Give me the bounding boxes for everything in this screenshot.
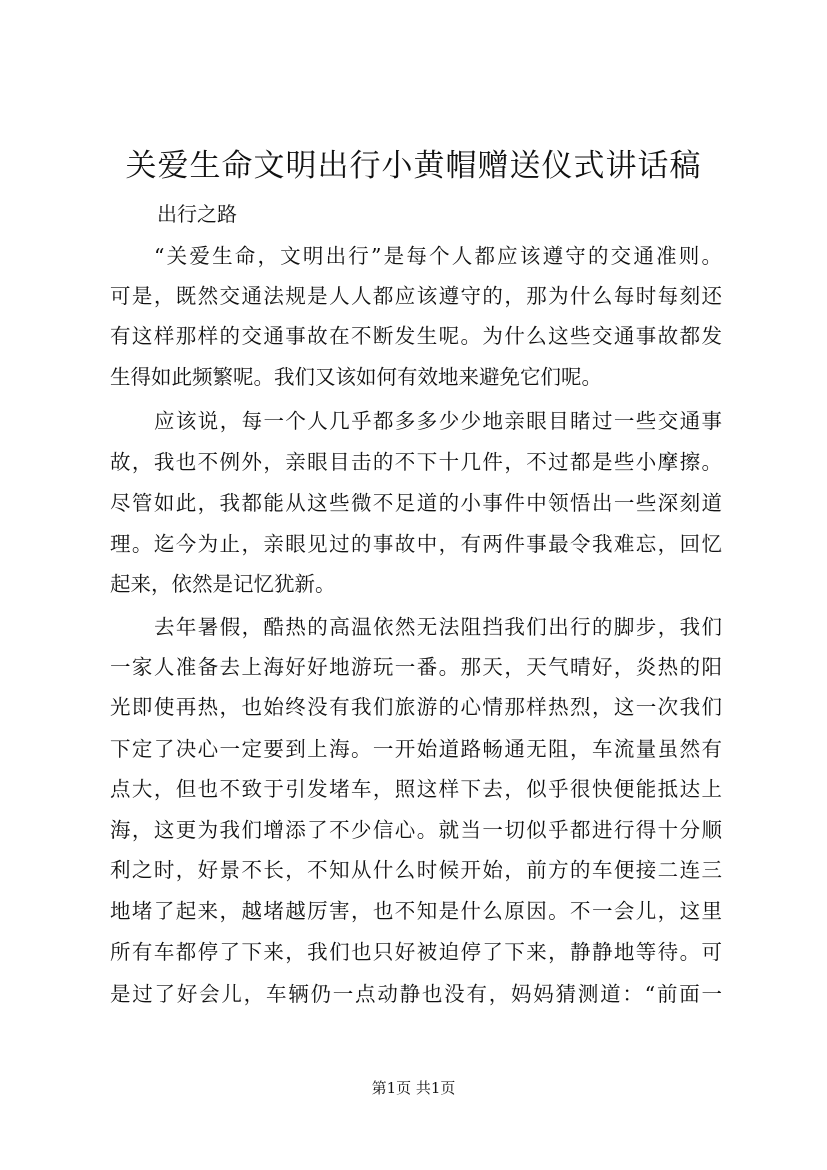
paragraph-line: 应该说，每一个人几乎都多多少少地亲眼目睹过一些交通事 — [154, 409, 722, 433]
page-number-footer: 第1页 共1页 — [371, 1079, 456, 1097]
paragraph-line: 利之时，好景不长，不知从什么时候开始，前方的车便接二连三 — [110, 858, 722, 882]
paragraph-line: 光即使再热，也始终没有我们旅游的心情那样热烈，这一次我们 — [110, 695, 722, 719]
paragraph-line: 下定了决心一定要到上海。一开始道路畅通无阻，车流量虽然有 — [110, 737, 722, 761]
paragraph-line: 尽管如此，我都能从这些微不足道的小事件中领悟出一些深刻道 — [110, 491, 722, 515]
document-title: 关爱生命文明出行小黄帽赠送仪式讲话稿 — [125, 148, 702, 184]
paragraph-line: 所有车都停了下来，我们也只好被迫停了下来，静静地等待。可 — [110, 940, 722, 964]
paragraph-line: 有这样那样的交通事故在不断发生呢。为什么这些交通事故都发 — [110, 324, 722, 348]
paragraph-line: 地堵了起来，越堵越厉害，也不知是什么原因。不一会儿，这里 — [110, 899, 722, 923]
paragraph-line: 去年暑假，酷热的高温依然无法阻挡我们出行的脚步，我们 — [154, 615, 722, 639]
paragraph-line: “关爱生命，文明出行”是每个人都应该遵守的交通准则。 — [154, 244, 722, 268]
paragraph-line: 生得如此频繁呢。我们又该如何有效地来避免它们呢。 — [110, 365, 602, 389]
paragraph-line: 一家人准备去上海好好地游玩一番。那天，天气晴好，炎热的阳 — [110, 655, 722, 679]
paragraph-line: 可是，既然交通法规是人人都应该遵守的，那为什么每时每刻还 — [110, 284, 722, 308]
paragraph-line: 起来，依然是记忆犹新。 — [110, 572, 336, 596]
paragraph-line: 理。迄今为止，亲眼见过的事故中，有两件事最令我难忘，回忆 — [110, 532, 722, 556]
paragraph-line: 是过了好会儿，车辆仍一点动静也没有，妈妈猜测道：“前面一 — [110, 982, 722, 1006]
document-subtitle: 出行之路 — [157, 202, 237, 226]
paragraph-line: 点大，但也不致于引发堵车，照这样下去，似乎很快便能抵达上 — [110, 777, 722, 801]
paragraph-line: 海，这更为我们增添了不少信心。就当一切似乎都进行得十分顺 — [110, 818, 722, 842]
paragraph-line: 故，我也不例外，亲眼目击的不下十几件，不过都是些小摩擦。 — [110, 450, 722, 474]
